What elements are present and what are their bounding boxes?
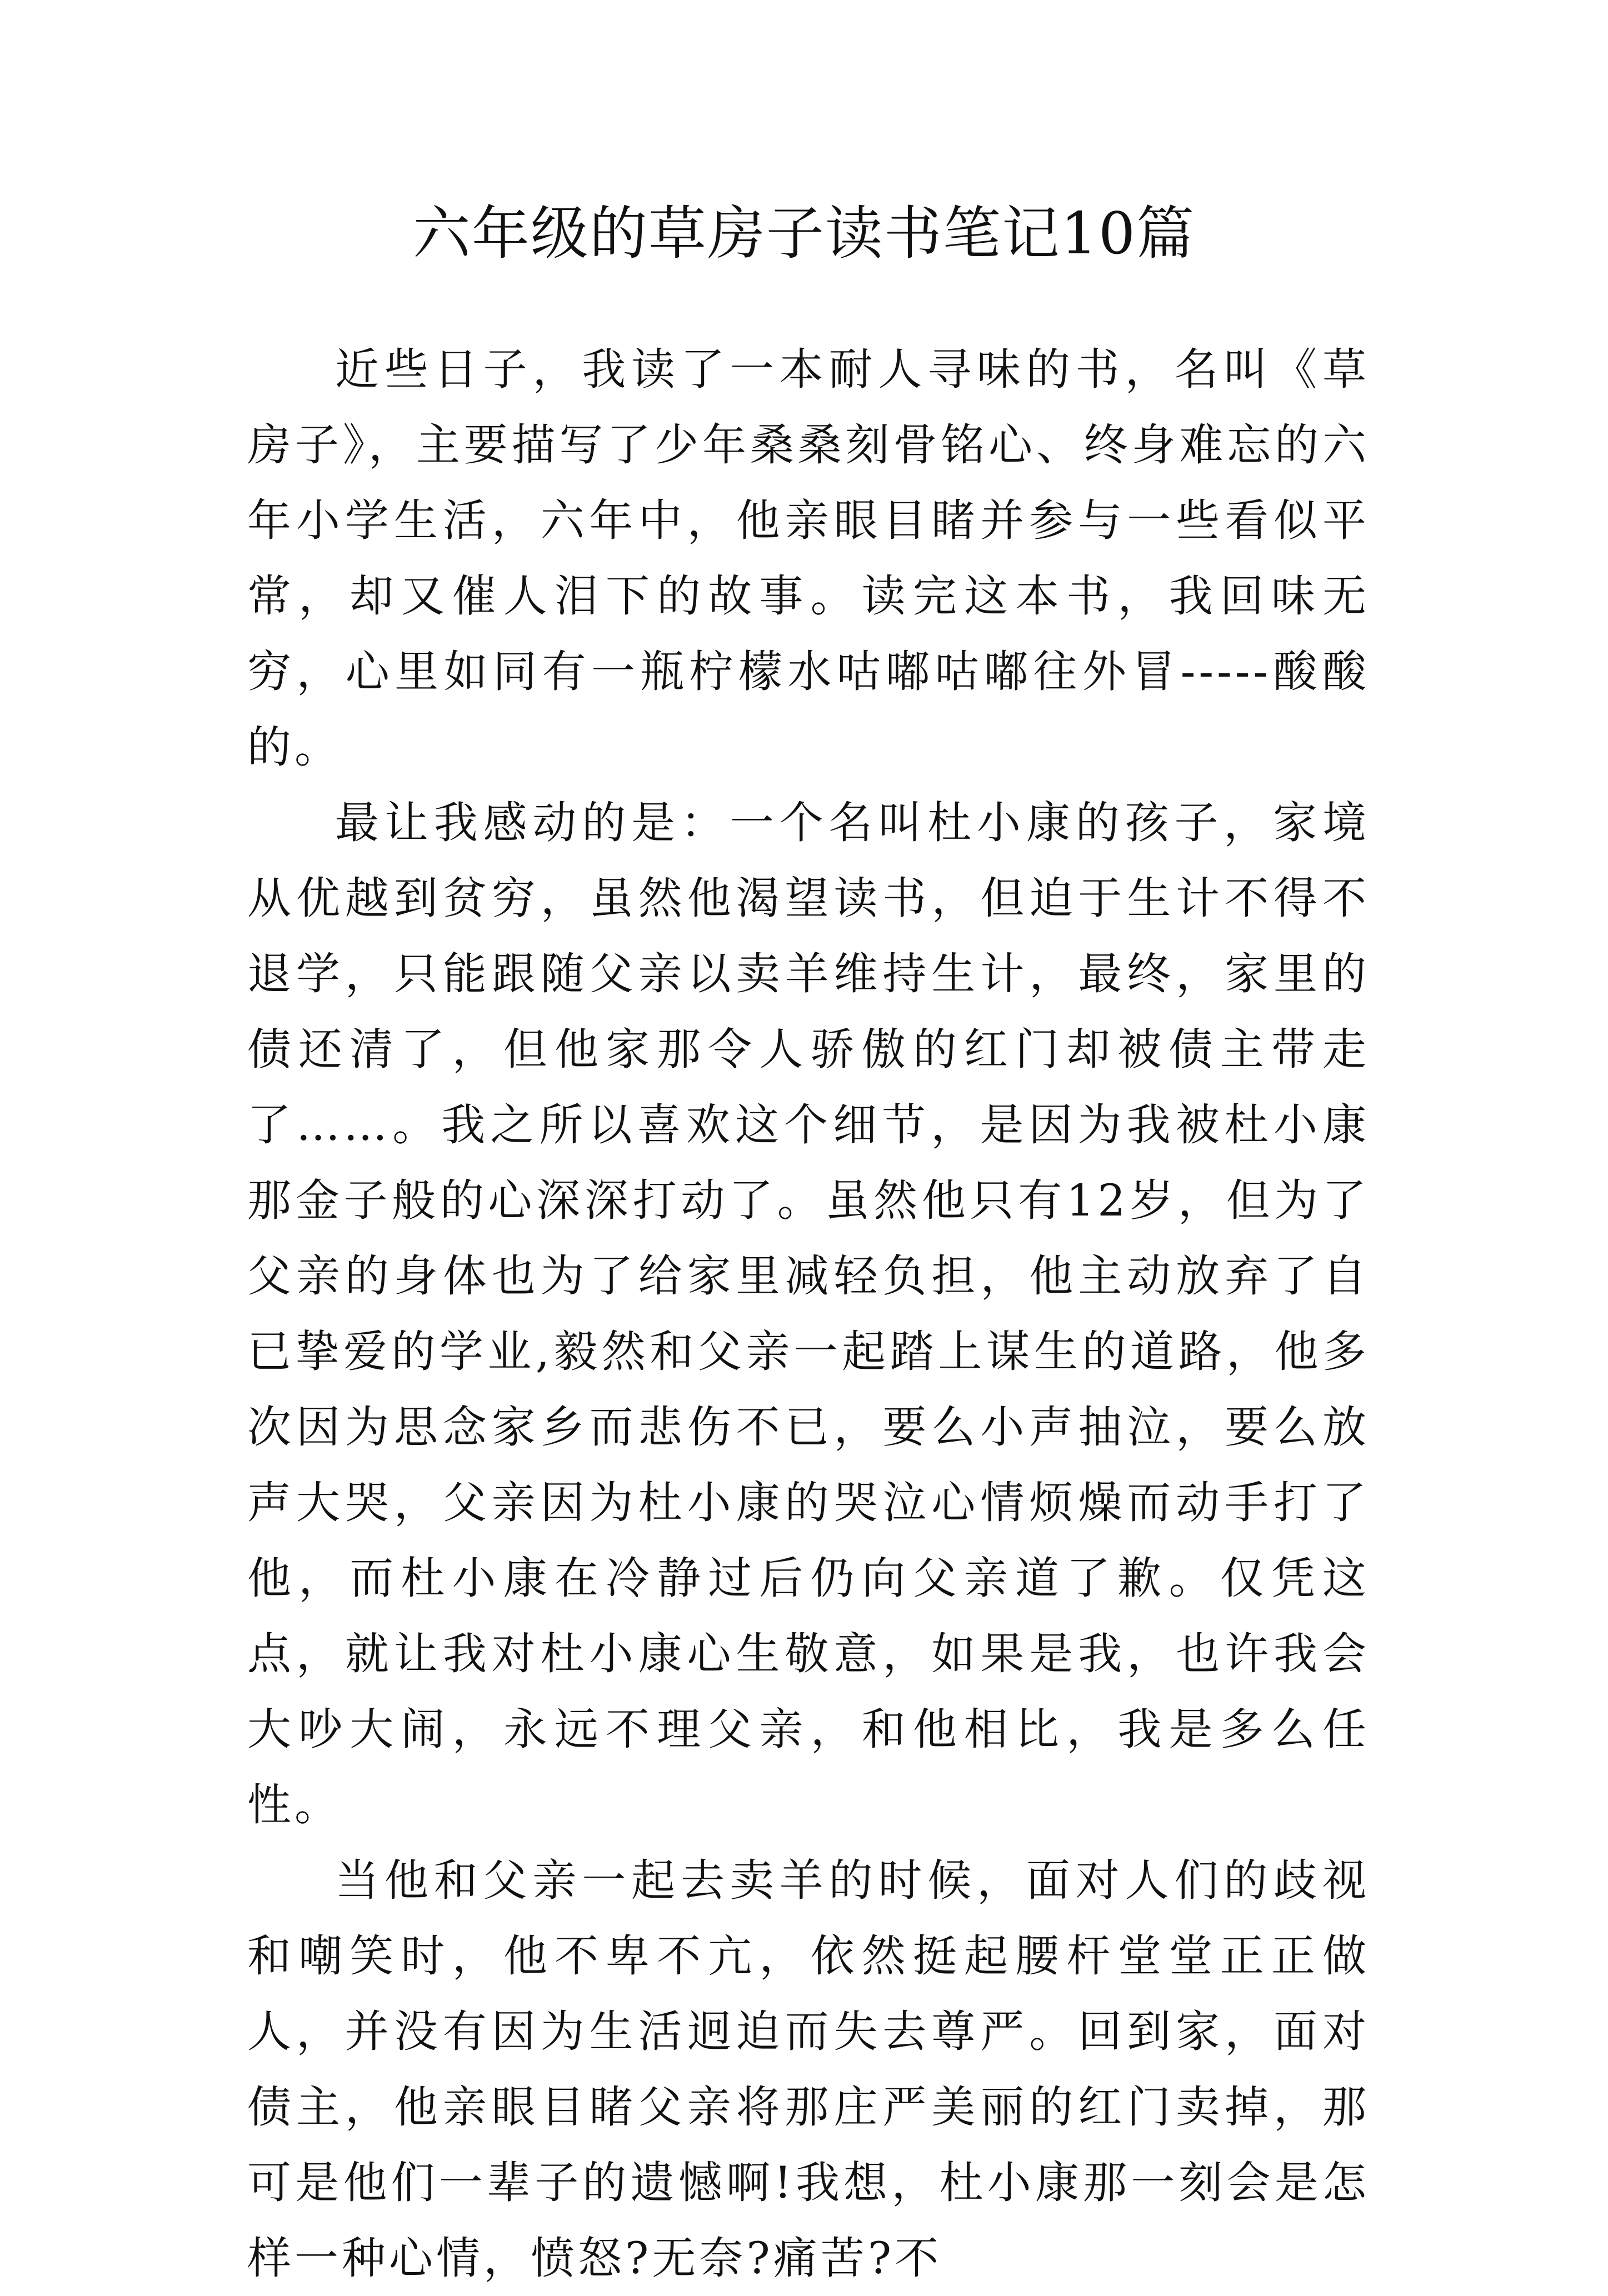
document-title: 六年级的草房子读书笔记10篇 bbox=[412, 199, 1196, 267]
paragraph-1: 近些日子，我读了一本耐人寻味的书，名叫《草房子》，主要描写了少年桑桑刻骨铭心、终身难忘的六年小学生活，六年中，他亲眼目睹并参与一些看似平常，却又催人泪下的故事。读完这本书，我回味无穷，心里如同有一瓶柠檬水咕嘟咕嘟往外冒-----酸酸的。 bbox=[247, 344, 1370, 773]
paragraph-3: 当他和父亲一起去卖羊的时候，面对人们的歧视和嘲笑时，他不卑不亢，依然挺起腰杆堂堂正正做人，并没有因为生活迥迫而失去尊严。回到家，面对债主，他亲眼目睹父亲将那庄严美丽的红门卖掉，那可是他们一辈子的遗憾啊!我想，杜小康那一刻会是怎样一种心情，愤怒?无奈?痛苦?不 bbox=[247, 1855, 1370, 2284]
document-body bbox=[247, 332, 1370, 2296]
paragraph-2: 最让我感动的是：一个名叫杜小康的孩子，家境从优越到贫穷，虽然他渴望读书，但迫于生计不得不退学，只能跟随父亲以卖羊维持生计，最终，家里的债还清了，但他家那令人骄傲的红门却被债主带走了……。我之所以喜欢这个细节，是因为我被杜小康那金子般的心深深打动了。虽然他只有12岁，但为了父亲的身体也为了给家里减轻负担，他主动放弃了自已挚爱的学业,毅然和父亲一起踏上谋生的道路，他多次因为思念家乡而悲伤不已，要么小声抽泣，要么放声大哭，父亲因为杜小康的哭泣心情烦燥而动手打了他，而杜小康在冷静过后仍向父亲道了歉。仅凭这点，就让我对杜小康心生敬意，如果是我，也许我会大吵大闹，永远不理父亲，和他相比，我是多么任性。 bbox=[247, 797, 1370, 1830]
